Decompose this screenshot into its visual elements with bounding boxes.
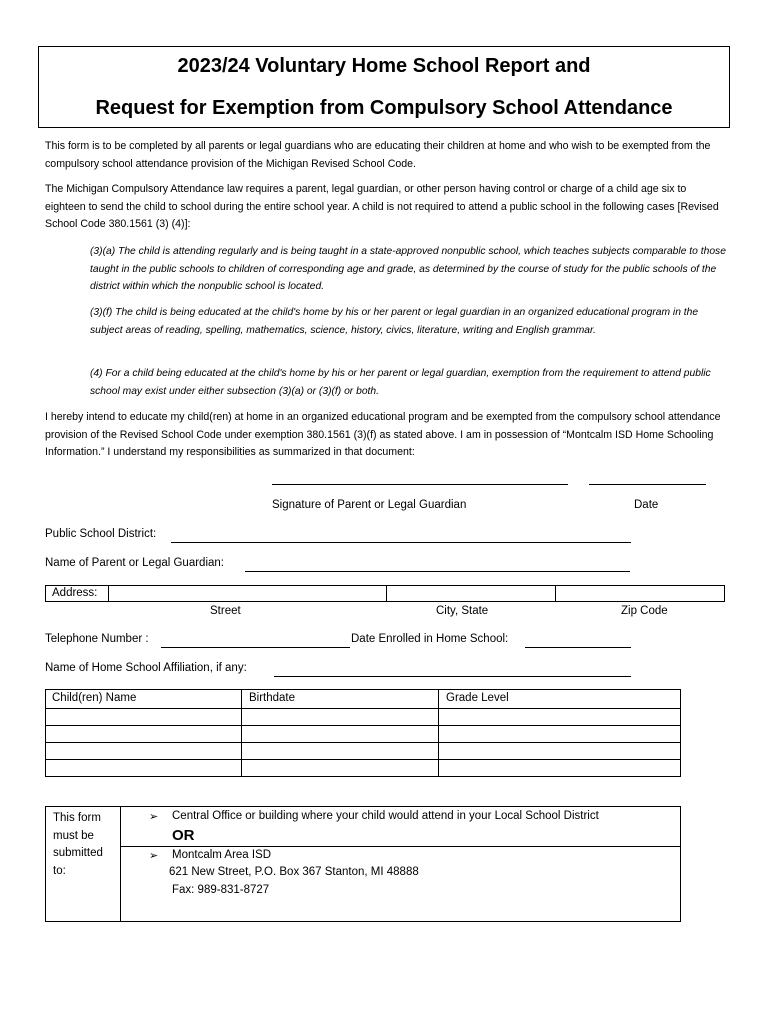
or-label: OR [172,827,195,844]
case-4: (4) For a child being educated at the child's home by his or her parent or legal guardian, exemption from the requirement to attend public school may exist under either subsection (3)(a) or (3)(f) or both. [90,368,711,397]
arrow-bullet-icon: ➢ [149,811,159,823]
address-label: Address: [52,587,98,599]
signature-label: Signature of Parent or Legal Guardian [272,499,467,511]
zip-label: Zip Code [621,605,668,617]
signature-line[interactable] [272,484,568,485]
case-3a: (3)(a) The child is attending regularly and is being taught in a state-approved nonpublic school, which teaches subjects comparable to those taught in the public schools to children of corresponding age and grade, as determined by the course of study for the public schools of the district within which the nonpublic school is located. [90,246,726,292]
title-box [38,46,730,128]
isd-fax: Fax: 989-831-8727 [172,884,270,896]
submission-option-1: Central Office or building where your child would attend in your Local School District [172,810,599,822]
table-row[interactable] [46,708,680,709]
affiliation-label: Name of Home School Affiliation, if any: [45,662,247,674]
title-line-2: Request for Exemption from Compulsory School Attendance [95,97,673,119]
arrow-bullet-icon: ➢ [149,850,159,862]
submission-divider [120,807,121,921]
table-column-divider [241,690,242,776]
submission-row-divider [120,846,680,847]
city-state-label: City, State [436,605,489,617]
street-field[interactable] [108,586,386,601]
parent-name-field[interactable] [245,571,630,572]
children-table [45,689,681,777]
table-row[interactable] [46,742,680,743]
city-state-field[interactable] [386,586,555,601]
intent-statement: I hereby intend to educate my child(ren) at home in an organized educational program and be exempted from the compulsory school attendance provision of the Revised School Code under exemption 380.1561 (3)(f) as stated above. I am in possession of “Montcalm ISD Home Schooling Information.” I understand my responsibilities as summarized in that document: [45,411,721,458]
header-grade-level: Grade Level [446,692,509,704]
district-label: Public School District: [45,528,157,540]
submission-box [45,806,681,922]
law-paragraph: The Michigan Compulsory Attendance law requires a parent, legal guardian, or other person having control or charge of a child age six to eighteen to send the child to school during the entire school year. A child is not required to attend a public school in the following cases [Revised School Code 380.1561 (3) (4)]: [45,183,719,230]
case-3f: (3)(f) The child is being educated at the child's home by his or her parent or legal guardian in an organized educational program in the subject areas of reading, spelling, mathematics, science, history, civics, literature, writing and English grammar. [90,307,699,336]
table-row[interactable] [46,725,680,726]
isd-address: 621 New Street, P.O. Box 367 Stanton, MI 48888 [169,866,419,878]
header-child-name: Child(ren) Name [52,692,137,704]
submission-option-2: Montcalm Area ISD [172,849,272,861]
telephone-label: Telephone Number : [45,633,149,645]
date-enrolled-field[interactable] [525,647,631,648]
parent-name-label: Name of Parent or Legal Guardian: [45,557,224,569]
header-birthdate: Birthdate [249,692,296,704]
date-line[interactable] [589,484,706,485]
date-enrolled-label: Date Enrolled in Home School: [351,633,509,645]
affiliation-field[interactable] [274,676,631,677]
district-field[interactable] [171,542,631,543]
table-column-divider [438,690,439,776]
submission-label: This form must be submitted to: [53,812,103,877]
address-table [45,585,725,602]
telephone-field[interactable] [161,647,350,648]
date-label: Date [634,499,659,511]
table-row[interactable] [46,759,680,760]
zip-field[interactable] [555,586,725,601]
street-label: Street [210,605,241,617]
title-line-1: 2023/24 Voluntary Home School Report and [177,55,591,77]
intro-paragraph: This form is to be completed by all parents or legal guardians who are educating their children at home and who wish to be exempted from the compulsory school attendance provision of the Michigan Revised School Code. [45,140,711,170]
